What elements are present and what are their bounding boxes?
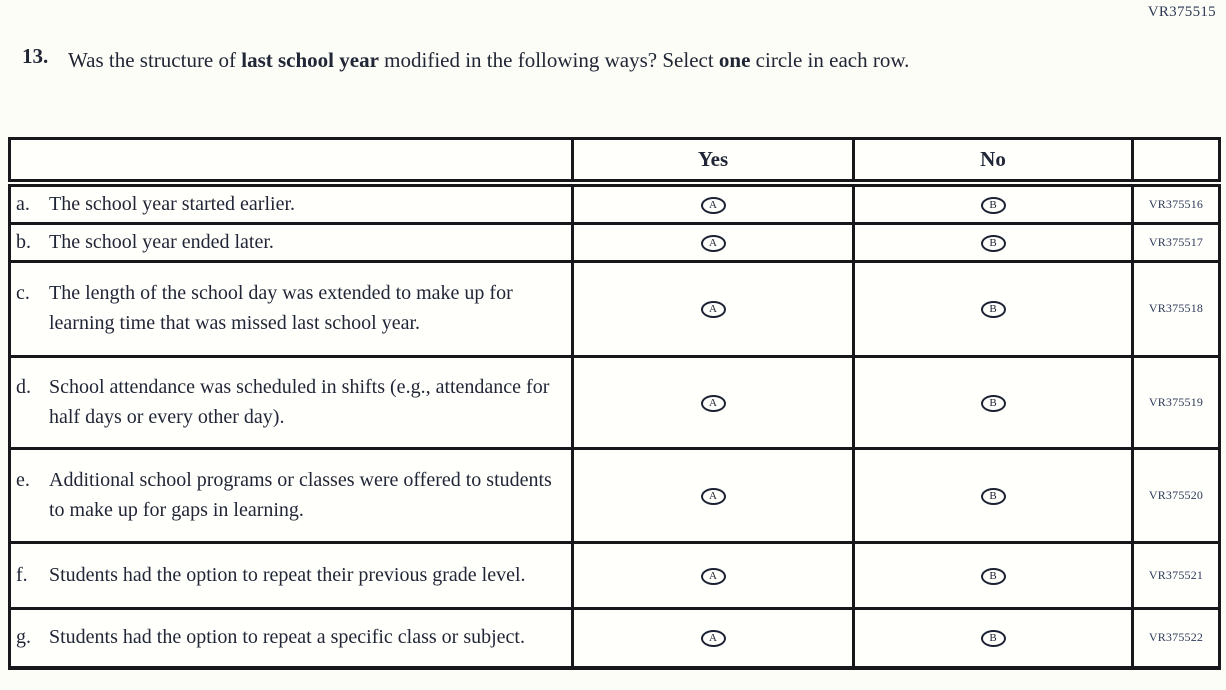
option-circle-no[interactable]: B: [981, 488, 1006, 505]
row-statement: Additional school programs or classes were offered to students to make up for gaps in learning.: [49, 468, 552, 521]
header-yes: Yes: [573, 139, 854, 183]
option-circle-yes[interactable]: A: [701, 235, 726, 252]
row-letter: a.: [16, 192, 30, 215]
header-no: No: [854, 139, 1133, 183]
table-row: [10, 608, 1220, 668]
question-text-bold: last school year: [241, 48, 379, 72]
row-letter: e.: [16, 468, 30, 491]
option-circle-yes[interactable]: A: [701, 488, 726, 505]
no-option-cell: [854, 183, 1133, 224]
question-number: 13.: [22, 44, 49, 68]
option-circle-no[interactable]: B: [981, 301, 1006, 318]
row-code: VR375518: [1133, 261, 1220, 356]
row-letter: b.: [16, 230, 31, 253]
yes-option-cell: [573, 223, 854, 261]
statement-cell: [10, 356, 573, 448]
statement-cell: [10, 223, 573, 261]
statement-cell: [10, 183, 573, 224]
row-letter: g.: [16, 626, 31, 649]
yes-option-cell: [573, 448, 854, 542]
statement-cell: [10, 608, 573, 668]
row-code: VR375522: [1133, 608, 1220, 668]
no-option-cell: [854, 356, 1133, 448]
question-text-part: modified in the following ways? Select: [378, 48, 719, 72]
row-statement: The school year ended later.: [49, 230, 274, 253]
option-circle-no[interactable]: B: [981, 197, 1006, 214]
option-circle-yes[interactable]: A: [701, 568, 726, 585]
table-row: [10, 223, 1220, 261]
yes-option-cell: [573, 183, 854, 224]
question-text-part: Was the structure of: [68, 48, 242, 72]
yes-option-cell: [573, 542, 854, 608]
yes-option-cell: [573, 261, 854, 356]
row-code: VR375521: [1133, 542, 1220, 608]
header-statement: [10, 139, 573, 183]
statement-cell: [10, 261, 573, 356]
question-text: [68, 44, 909, 77]
option-circle-no[interactable]: B: [981, 395, 1006, 412]
row-code: VR375517: [1133, 223, 1220, 261]
row-statement: Students had the option to repeat their previous grade level.: [49, 563, 526, 586]
no-option-cell: [854, 608, 1133, 668]
question-block: [22, 44, 1112, 77]
no-option-cell: [854, 223, 1133, 261]
option-circle-yes[interactable]: A: [701, 301, 726, 318]
option-circle-yes[interactable]: A: [701, 197, 726, 214]
form-code-label: VR375515: [1147, 4, 1216, 20]
option-circle-no[interactable]: B: [981, 630, 1006, 647]
table-row: [10, 261, 1220, 356]
row-code: VR375520: [1133, 448, 1220, 542]
row-code: VR375519: [1133, 356, 1220, 448]
table-row: [10, 448, 1220, 542]
row-statement: School attendance was scheduled in shifts (e.g., attendance for half days or every other day).: [49, 375, 550, 428]
yes-option-cell: [573, 608, 854, 668]
option-circle-yes[interactable]: A: [701, 630, 726, 647]
no-option-cell: [854, 261, 1133, 356]
row-statement: The school year started earlier.: [49, 192, 295, 215]
statement-cell: [10, 542, 573, 608]
option-circle-yes[interactable]: A: [701, 395, 726, 412]
option-circle-no[interactable]: B: [981, 568, 1006, 585]
row-statement: Students had the option to repeat a specific class or subject.: [49, 626, 525, 649]
no-option-cell: [854, 542, 1133, 608]
response-grid: [8, 137, 1221, 670]
header-row: [10, 139, 1220, 183]
row-letter: f.: [16, 563, 28, 586]
yes-option-cell: [573, 356, 854, 448]
option-circle-no[interactable]: B: [981, 235, 1006, 252]
row-letter: d.: [16, 375, 31, 398]
table-row: [10, 183, 1220, 224]
no-option-cell: [854, 448, 1133, 542]
question-text-part: circle in each row.: [750, 48, 910, 72]
row-code: VR375516: [1133, 183, 1220, 224]
table-row: [10, 356, 1220, 448]
question-text-bold: one: [718, 48, 751, 72]
table-row: [10, 542, 1220, 608]
header-code: [1133, 139, 1220, 183]
row-statement: The length of the school day was extended to make up for learning time that was missed last school year.: [49, 282, 513, 334]
statement-cell: [10, 448, 573, 542]
row-letter: c.: [16, 282, 30, 304]
